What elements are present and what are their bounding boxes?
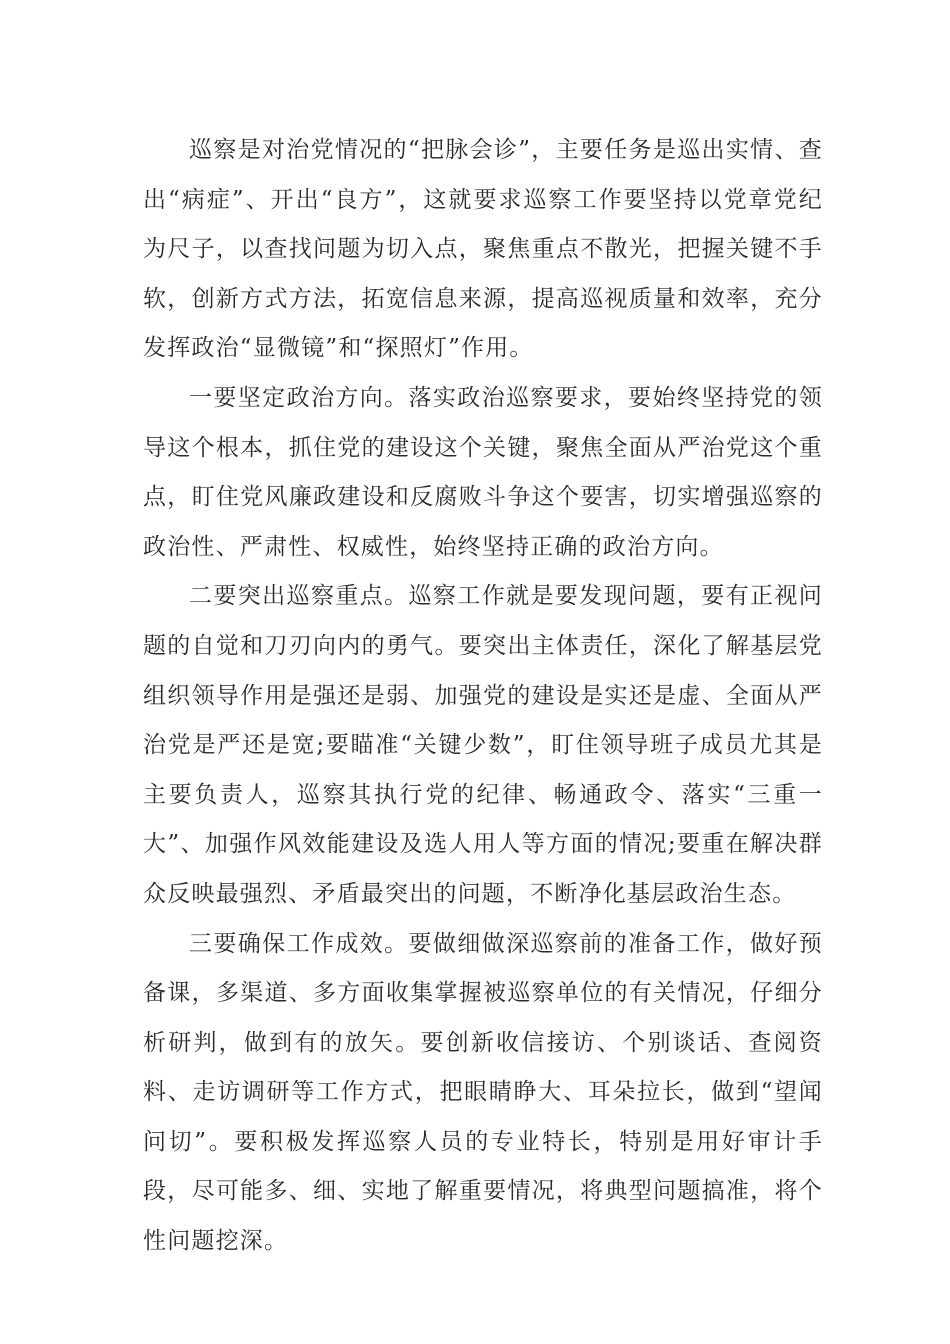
paragraph-inspection-focus: 二要突出巡察重点。巡察工作就是要发现问题，要有正视问题的自觉和刀刃向内的勇气。要突出主体责任，深化了解基层党组织领导作用是强还是弱、加强党的建设是实还是虚、全面从严治党是严还是宽;要瞄准“关键少数”，盯住领导班子成员尤其是主要负责人，巡察其执行党的纪律、畅通政令、落实“三重一大”、加强作风效能建设及选人用人等方面的情况;要重在解决群众反映最强烈、矛盾最突出的问题，不断净化基层政治生态。: [143, 583, 823, 907]
paragraph-work-results: 三要确保工作成效。要做细做深巡察前的准备工作，做好预备课，多渠道、多方面收集掌握被巡察单位的有关情况，仔细分析研判，做到有的放矢。要创新收信接访、个别谈话、查阅资料、走访调研等工作方式，把眼睛睁大、耳朵拉长，做到“望闻问切”。要积极发挥巡察人员的专业特长，特别是用好审计手段，尽可能多、细、实地了解重要情况，将典型问题搞准，将个性问题挖深。: [143, 930, 823, 1255]
paragraph-intro: 巡察是对治党情况的“把脉会诊”，主要任务是巡出实情、查出“病症”、开出“良方”，这就要求巡察工作要坚持以党章党纪为尺子，以查找问题为切入点，聚焦重点不散光，把握关键不手软，创新方式方法，拓宽信息来源，提高巡视质量和效率，充分发挥政治“显微镜”和“探照灯”作用。: [143, 137, 823, 362]
document-body: [143, 126, 823, 1267]
paragraph-political-direction: 一要坚定政治方向。落实政治巡察要求，要始终坚持党的领导这个根本，抓住党的建设这个关键，聚焦全面从严治党这个重点，盯住党风廉政建设和反腐败斗争这个要害，切实增强巡察的政治性、严肃性、权威性，始终坚持正确的政治方向。: [143, 384, 823, 560]
